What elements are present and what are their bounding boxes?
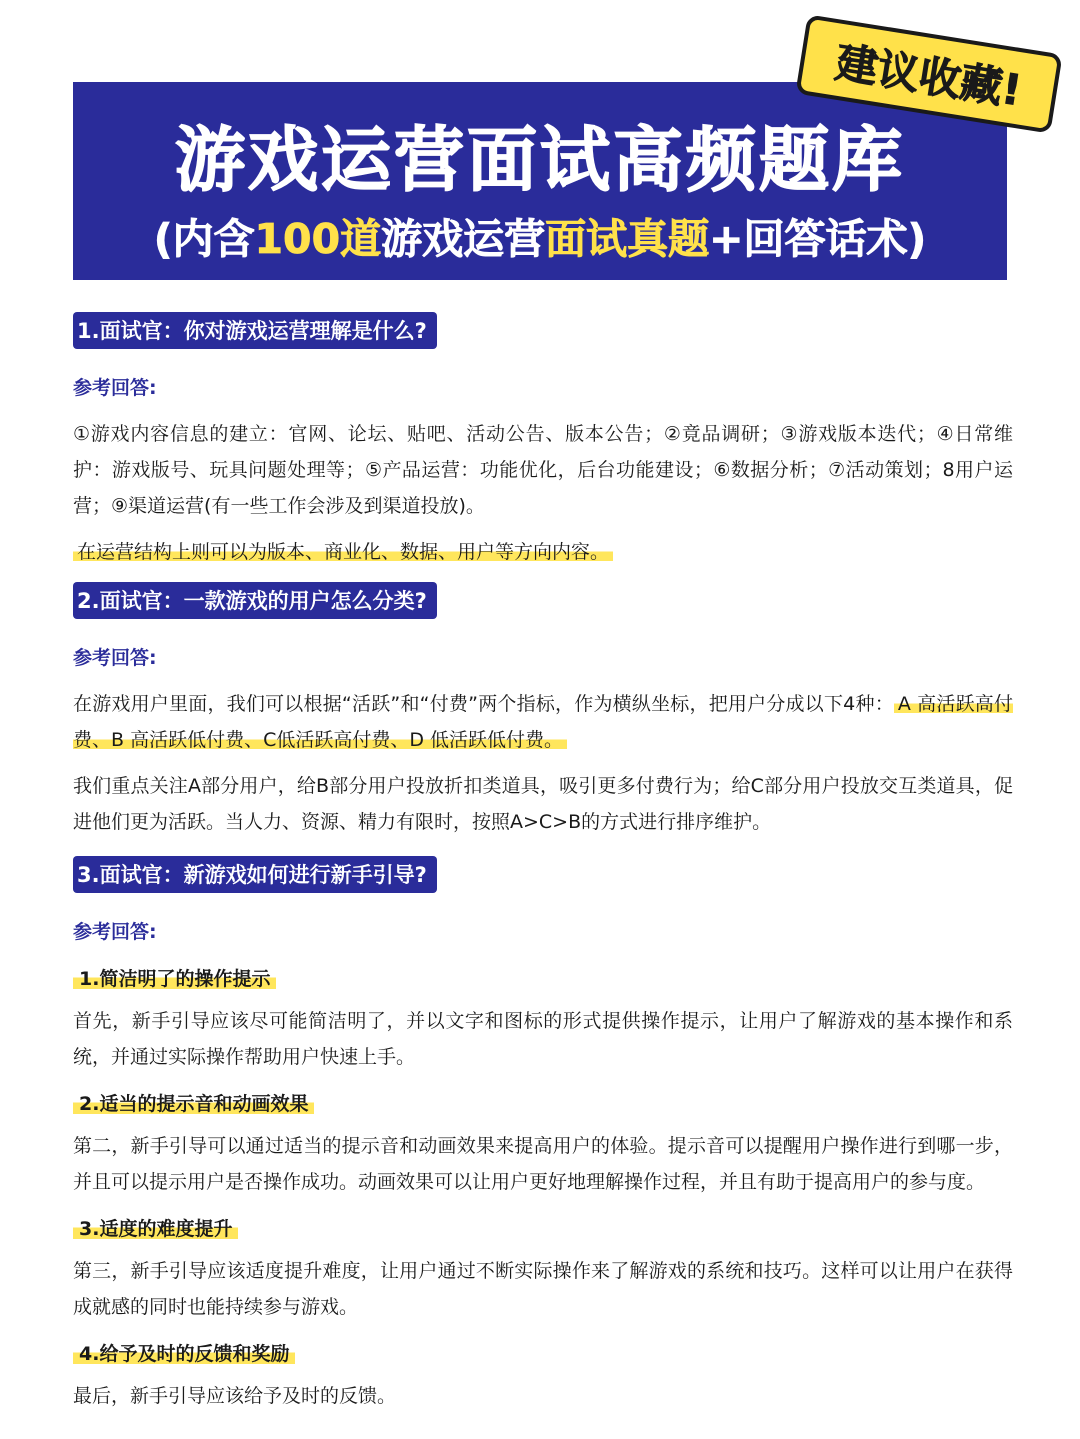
bookmark-stamp: 建议收藏! — [795, 14, 1062, 133]
header-banner — [73, 82, 1007, 280]
qa-content — [73, 312, 1013, 1424]
point-1-text: 首先，新手引导应该尽可能简洁明了，并以文字和图标的形式提供操作提示，让用户了解游戏的基本操作和系统，并通过实际操作帮助用户快速上手。 — [73, 1010, 1013, 1068]
answer-label-1: 参考回答: — [73, 377, 157, 399]
question-2: 2.面试官：一款游戏的用户怎么分类? — [73, 582, 437, 619]
answer-2-plain: 在游戏用户里面，我们可以根据“活跃”和“付费”两个指标，作为横纵坐标，把用户分成以下4种： — [73, 693, 894, 715]
point-4-text: 最后，新手引导应该给予及时的反馈。 — [73, 1385, 397, 1407]
subtitle-part-2: 100道 — [254, 215, 382, 263]
point-3-text: 第三，新手引导应该适度提升难度，让用户通过不断实际操作来了解游戏的系统和技巧。这样可以让用户在获得成就感的同时也能持续参与游戏。 — [73, 1260, 1013, 1318]
subtitle-part-3: 游戏运营 — [381, 215, 546, 263]
question-1: 1.面试官：你对游戏运营理解是什么? — [73, 312, 437, 349]
question-3: 3.面试官：新游戏如何进行新手引导? — [73, 856, 437, 893]
answer-2-highlight: A 高活跃高付费、B 高活跃低付费、C低活跃高付费、D 低活跃低付费。 — [73, 693, 1013, 751]
page-title: 游戏运营面试高频题库 — [175, 119, 905, 201]
subtitle-part-5: +回答话术) — [709, 215, 927, 263]
page-subtitle — [73, 206, 1007, 265]
subtitle-part-4: 面试真题 — [545, 215, 710, 263]
answer-2-text — [73, 686, 1013, 758]
answer-2-text-2: 我们重点关注A部分用户，给B部分用户投放折扣类道具，吸引更多付费行为；给C部分用户投放交互类道具，促进他们更为活跃。当人力、资源、精力有限时，按照A>C>B的方式进行排序维护。 — [73, 775, 1013, 833]
answer-1-highlight — [73, 534, 1013, 570]
subtitle-part-1: (内含 — [153, 215, 255, 263]
highlight-text: 在运营结构上则可以为版本、商业化、数据、用户等方向内容。 — [73, 541, 613, 563]
point-3-heading: 3.适度的难度提升 — [73, 1214, 238, 1241]
answer-label-3: 参考回答: — [73, 921, 157, 943]
point-1-heading: 1.简洁明了的操作提示 — [73, 964, 276, 991]
point-2-heading: 2.适当的提示音和动画效果 — [73, 1089, 314, 1116]
point-2-text: 第二，新手引导可以通过适当的提示音和动画效果来提高用户的体验。提示音可以提醒用户操作进行到哪一步，并且可以提示用户是否操作成功。动画效果可以让用户更好地理解操作过程，并且有助于提高用户的参与度。 — [73, 1135, 1013, 1193]
answer-label-2: 参考回答: — [73, 647, 157, 669]
point-4-heading: 4.给予及时的反馈和奖励 — [73, 1339, 295, 1366]
answer-1-text: ①游戏内容信息的建立：官网、论坛、贴吧、活动公告、版本公告；②竟品调研；③游戏版本迭代；④日常维护：游戏版号、玩具问题处理等；⑤产品运营：功能优化，后台功能建设；⑥数据分析；⑦活动策划；8用户运营；⑨渠道运营(有一些工作会涉及到渠道投放)。 — [73, 423, 1013, 517]
